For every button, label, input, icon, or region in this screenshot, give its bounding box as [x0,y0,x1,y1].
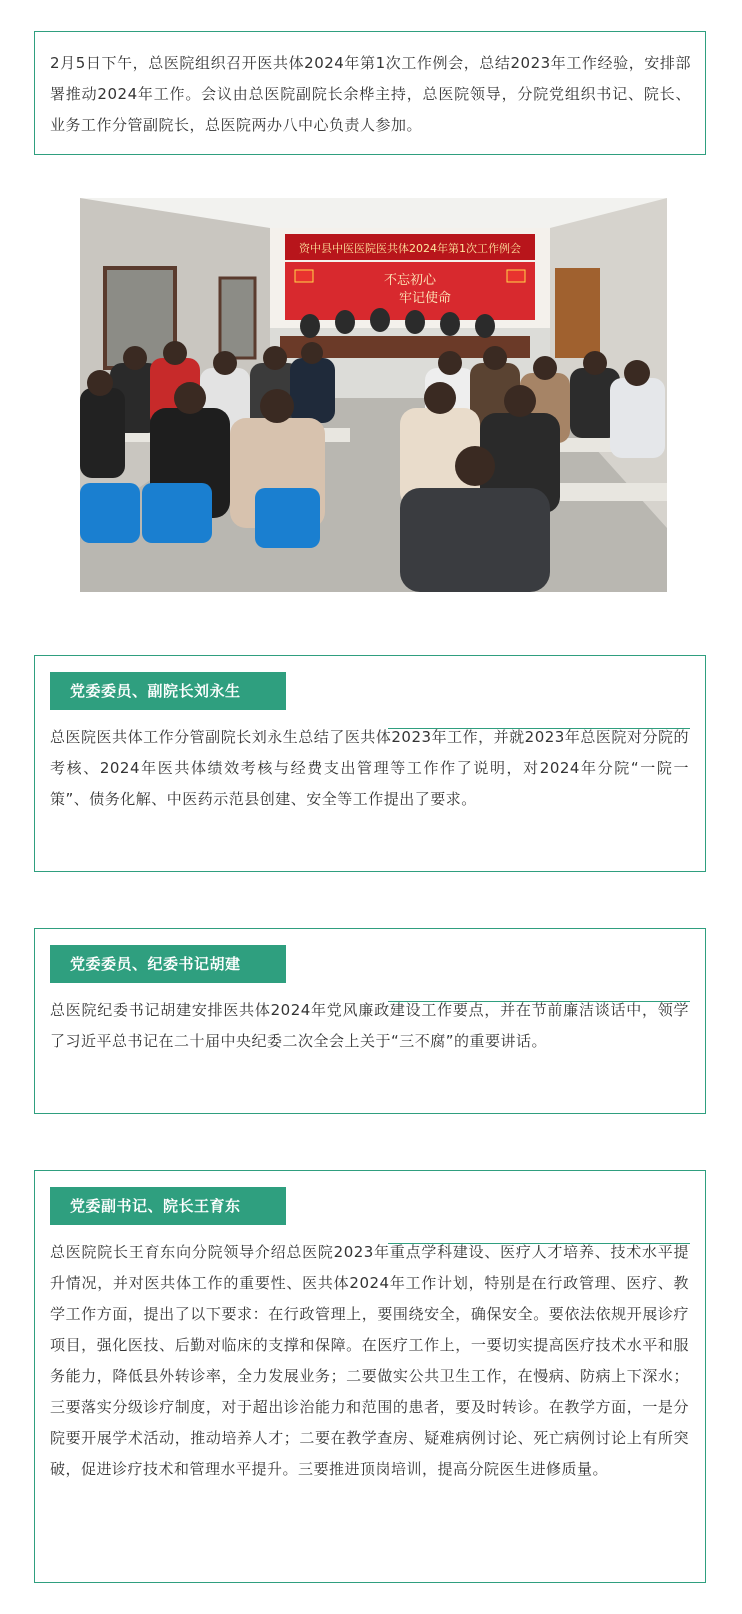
section-header [50,672,705,712]
section-title: 党委副书记、院长王育东 [50,1187,286,1225]
meeting-photo-illustration [80,198,667,592]
section-title: 党委委员、副院长刘永生 [50,672,286,710]
section-card-liu [34,655,706,872]
section-header [50,945,705,985]
section-body-text: 总医院院长王育东向分院领导介绍总医院2023年重点学科建设、医疗人才培养、技术水平提升情况，并对医共体工作的重要性、医共体2024年工作计划，特别是在行政管理、医疗、教学工作方面，提出了以下要求：在行政管理上，要围绕安全，确保安全。要依法依规开展诊疗项目，强化医技、后勤对临床的支撑和保障。在医疗工作上，一要切实提高医疗技术水平和服务能力，降低县外转诊率，全力发展业务；二要做实公共卫生工作，在慢病、防病上下深水；三要落实分级诊疗制度，对于超出诊治能力和范围的患者，要及时转诊。在教学方面，一是分院要开展学术活动，推动培养人才；二要在教学查房、疑难病例讨论、死亡病例讨论上有所突破，促进诊疗技术和管理水平提升。三要推进顶岗培训，提高分院医生进修质量。 [50,1243,689,1478]
intro-card [34,31,706,155]
section-divider [388,728,690,729]
section-card-wang [34,1170,706,1583]
banner-text: 资中县中医医院医共体2024年第1次工作例会 [299,242,521,255]
slogan-line-1: 不忘初心 [383,273,437,288]
intro-text: 2月5日下午，总医院组织召开医共体2024年第1次工作例会，总结2023年工作经验，安排部署推动2024年工作。会议由总医院副院长余桦主持，总医院领导，分院党组织书记、院长、业务工作分管副院长，总医院两办八中心负责人参加。 [50,54,691,134]
section-divider [388,1001,690,1002]
section-body-text: 总医院纪委书记胡建安排医共体2024年党风廉政建设工作要点，并在节前廉洁谈话中，领学了习近平总书记在二十届中央纪委二次全会上关于“三不腐”的重要讲话。 [50,1001,689,1050]
section-header [50,1187,705,1227]
section-title: 党委委员、纪委书记胡建 [50,945,286,983]
meeting-photo [80,198,667,592]
section-divider [388,1243,690,1244]
section-body-text: 总医院医共体工作分管副院长刘永生总结了医共体2023年工作，并就2023年总医院对分院的考核、2024年医共体绩效考核与经费支出管理等工作作了说明，对2024年分院“一院一策”、债务化解、中医药示范县创建、安全等工作提出了要求。 [50,728,689,808]
slogan-line-2: 牢记使命 [398,291,452,306]
section-card-hu [34,928,706,1114]
